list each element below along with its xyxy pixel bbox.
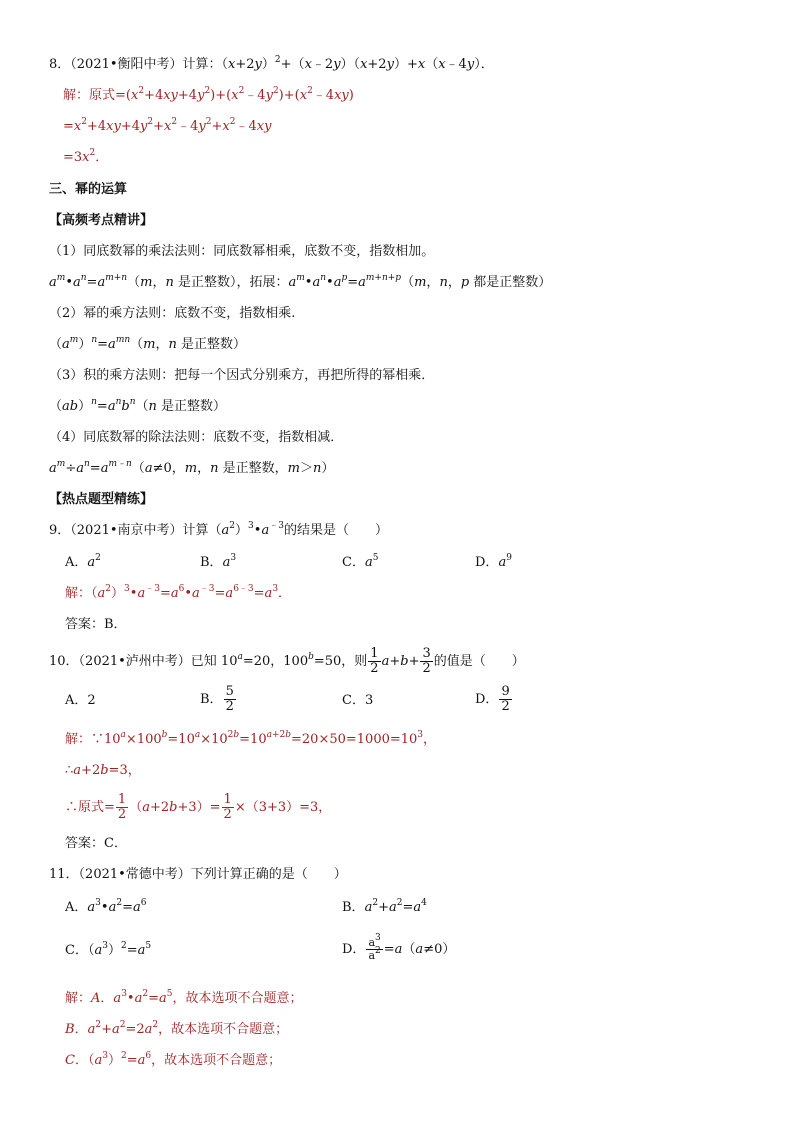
q9-stem: 9．（2021•南京中考）计算$(a^2)^3•a^{﹣3}$的结果是（ ） [49,521,388,538]
high-frequency-title: 【高频考点精讲】 [49,213,154,228]
q10-option-c: C．3 [342,693,374,708]
rule-2: （2）幂的乘方法则：底数不变，指数相乘. [49,306,296,321]
q10-option-d: D． $\frac{9}{2}$ [475,684,510,714]
q11-option-b: B．$a^2+a^2=a^4$ [342,898,427,915]
q11-solution-line1: 解：A．$a^3•a^2=a^5$，故本选项不合题意； [65,989,303,1006]
q11-solution-line2: B．$a^2+a^2=2a^2$，故本选项不合题意； [65,1020,289,1037]
rule-4-formula: $a^m\div a^n=a^{m﹣n}(a\ne 0$，m，n 是正整数，m＞n） [49,459,335,476]
q11-solution-line3: C．$(a^3)^2=a^6$，故本选项不合题意； [65,1051,282,1068]
q10-stem: 10．（2021•泸州中考）已知 $10^a=20$，$100^b=50$，则 $\frac{1}{2}$ a+b+ $\frac{3}{2}$ 的值是（ ） [49,646,525,676]
q10-option-a: A．2 [65,693,96,708]
rule-1: （1）同底数幂的乘法法则：同底数幂相乘，底数不变，指数相加。 [49,244,435,259]
rule-2-formula: $(a^m)^n=a^{mn}(m$，n 是正整数） [49,335,247,352]
q9-solution: 解：$(a^2)^3•a^{﹣3}=a^6•a^{﹣3}=a^{6﹣3}=a^3$． [65,584,292,601]
q9-option-d: D．$a^9$ [475,553,512,570]
rule-4: （4）同底数幂的除法法则：底数不变，指数相减． [49,430,344,445]
hot-practice-title: 【热点题型精练】 [49,492,154,507]
q11-option-c: C．$(a^3)^2=a^5$ [65,941,152,958]
rule-3: （3）积的乘方法则：把每一个因式分别乘方，再把所得的幂相乘． [49,368,435,383]
rule-1-formula: $a^m•a^n=a^{m+n}(m$，n 是正整数），拓展：$a^m•a^n•a^p=a^{m+n+p}(m$，n，p 都是正整数） [49,273,552,290]
q8-solution-line1: 解：原式$=(x^2+4xy+4y^2)+(x^2﹣4y^2)+(x^2﹣4xy)$ [63,86,354,103]
q11-stem: 11．（2021•常德中考）下列计算正确的是（ ） [49,867,347,882]
q10-option-b: B． $\frac{5}{2}$ [200,684,234,714]
q9-option-c: C．$a^5$ [342,553,379,570]
q10-answer: 答案：C． [65,836,127,851]
q10-solution-line2: ∴a+2b=3， [65,763,141,778]
q9-answer: 答案：B． [65,617,127,632]
rule-3-formula: $(ab)^n=a^nb^n(n$ 是正整数） [49,397,227,414]
q8-stem: 8．（2021•衡阳中考）计算：$(x+2y)^2+(x﹣2y)(x+2y)+x(x﹣4y)$． [49,55,494,72]
section-title: 三、幂的运算 [49,182,128,197]
q11-option-d: D． $\frac{a^3}{a^2}$ =a（a≠0） [342,933,456,962]
q11-option-a: A．$a^3•a^2=a^6$ [65,898,147,915]
q8-solution-line2: $=x^2+4xy+4y^2+x^2﹣4y^2+x^2﹣4xy$ [63,117,272,134]
q9-option-b: B．$a^3$ [200,553,237,570]
q10-solution-line3: ∴原式= $\frac{1}{2}$ （a+2b+3）= $\frac{1}{2}$ ×（3+3）=3， [65,792,332,822]
q8-solution-line3: $=3x^2$． [63,148,109,165]
q9-option-a: A．$a^2$ [65,553,101,570]
q10-solution-line1: 解：$\because 10^a\times 100^b=10^a\times 10^{2b}=10^{a+2b}=20\times 50=1000=10^3$， [65,730,437,747]
